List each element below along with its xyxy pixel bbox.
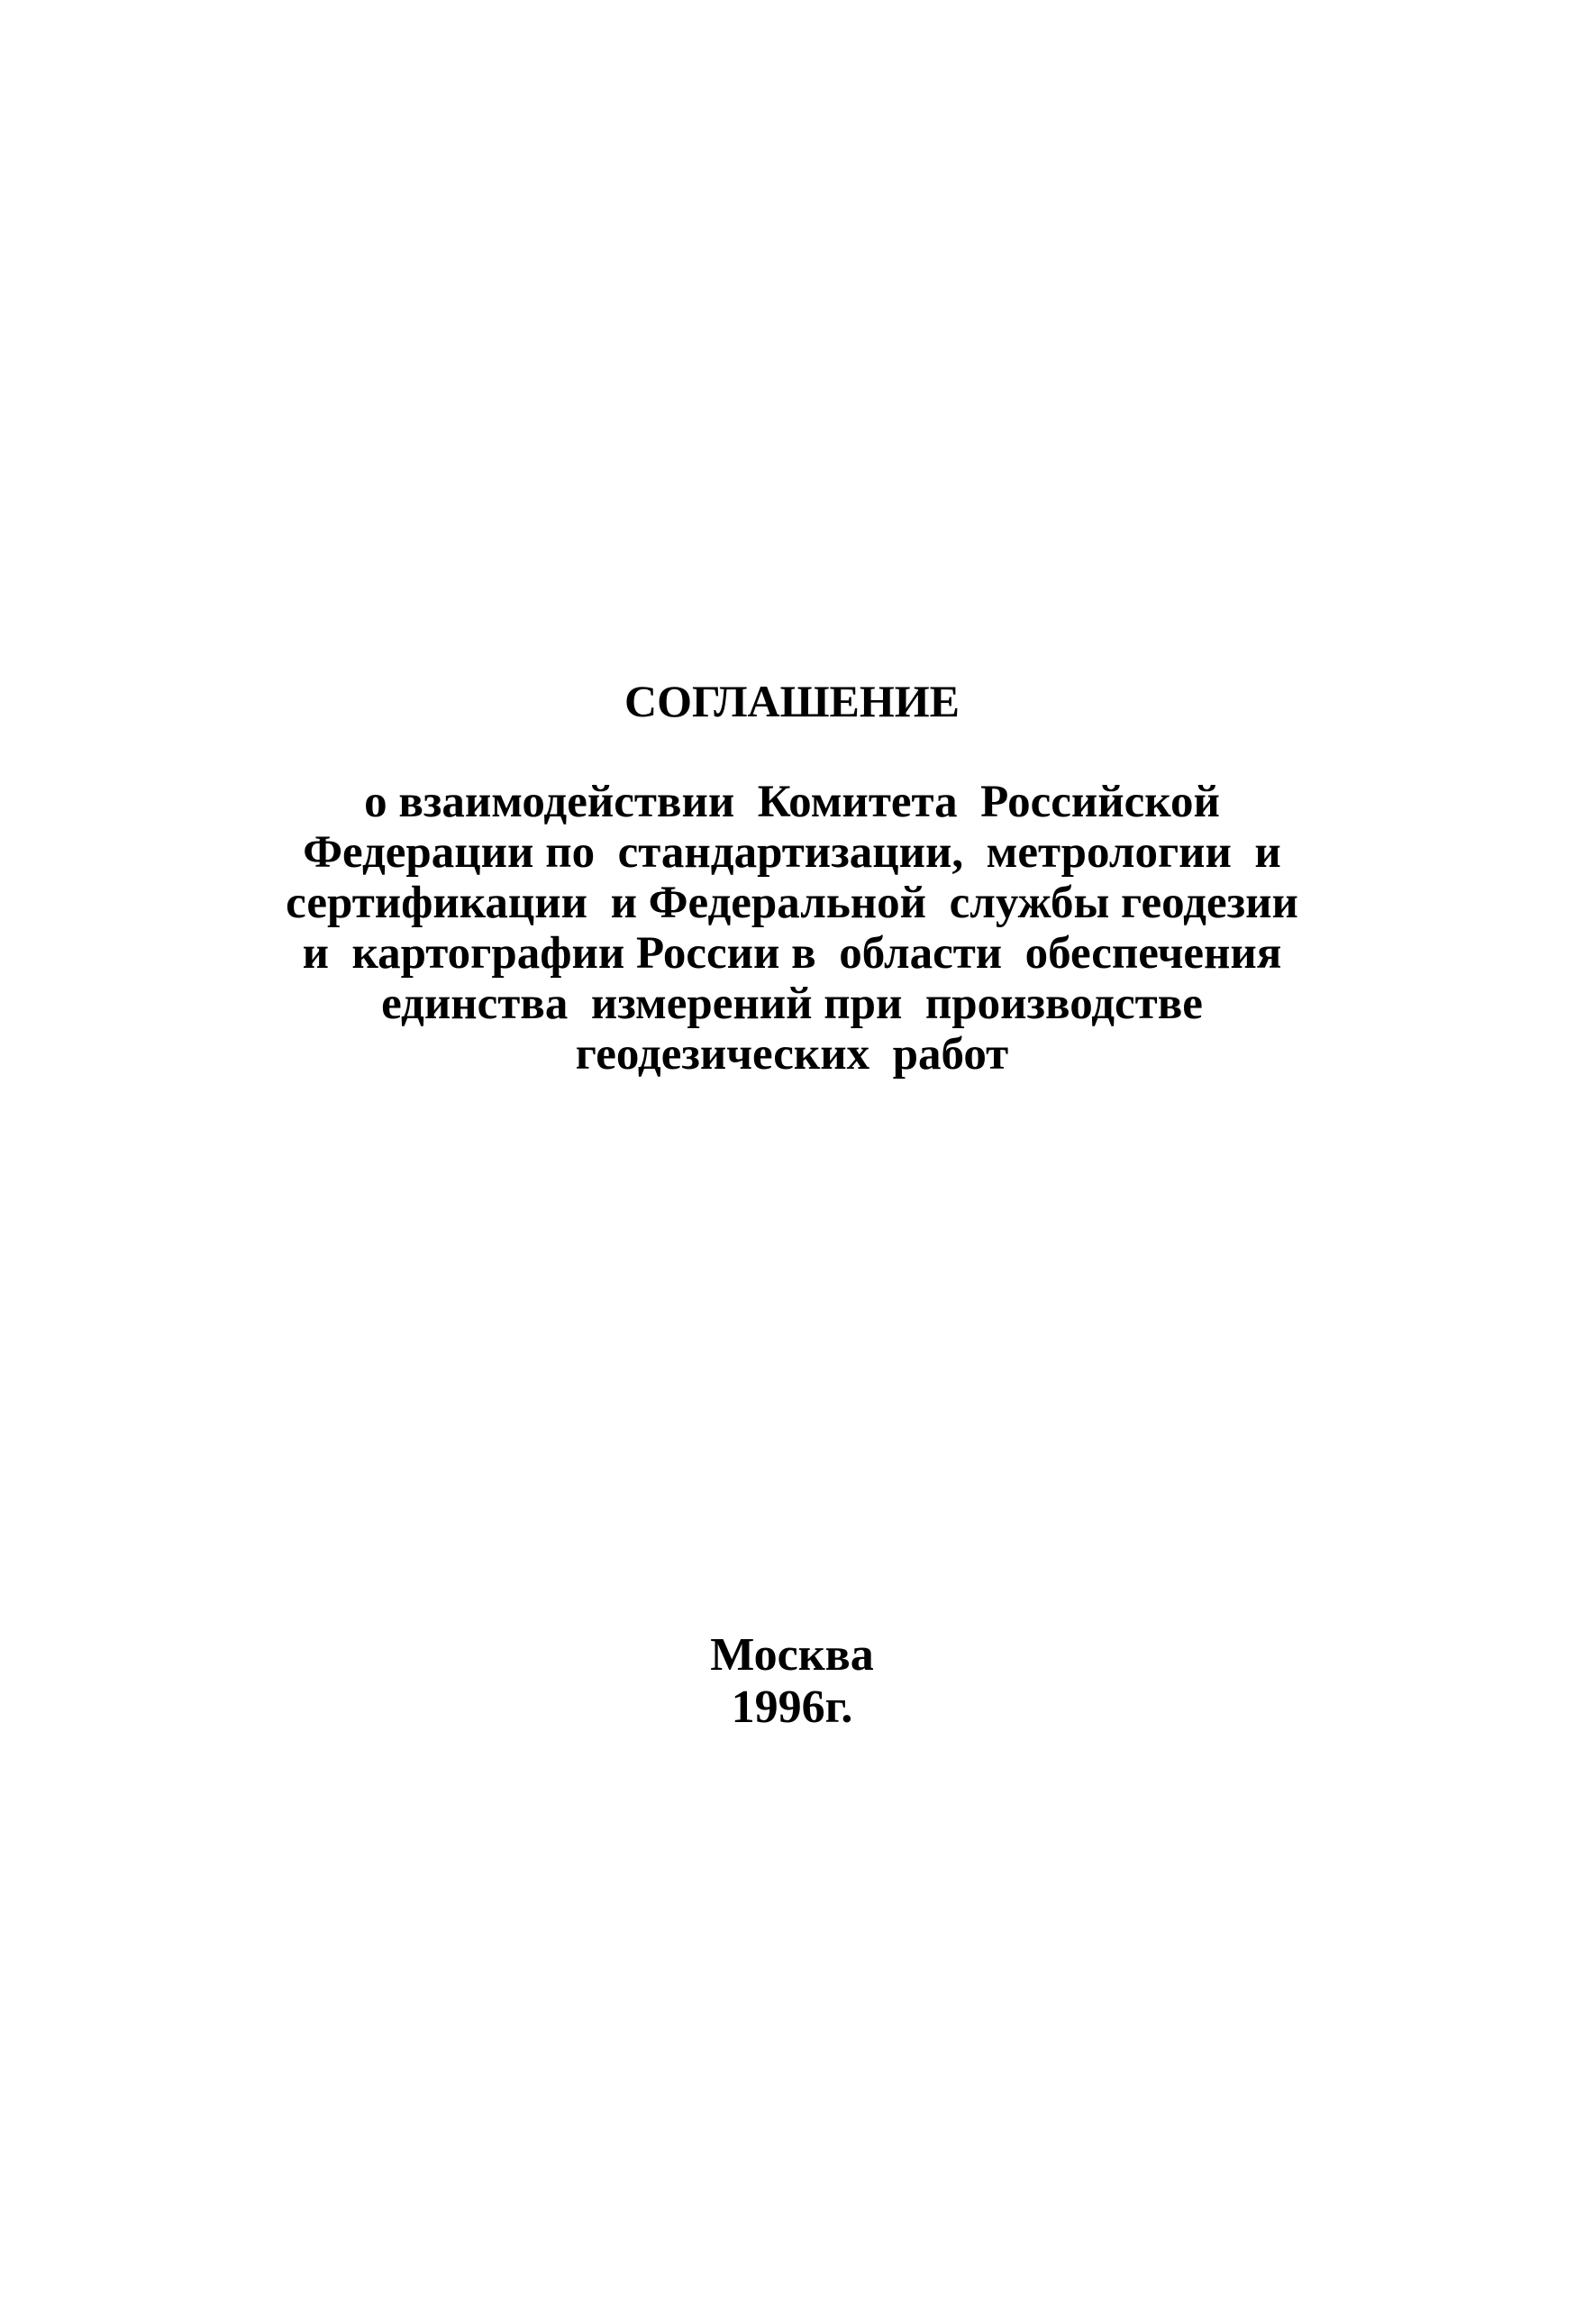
document-subtitle <box>0 777 1584 1080</box>
subtitle-line: геодезических работ <box>575 1029 1009 1080</box>
subtitle-line: Федерации по стандартизации, метрологии и <box>303 827 1281 878</box>
publication-year: 1996г. <box>731 1681 853 1733</box>
subtitle-line: единства измерений при производстве <box>381 979 1203 1029</box>
subtitle-line: о взаимодействии Комитета Российской <box>364 777 1220 827</box>
subtitle-line: сертификации и Федеральной службы геодезии <box>286 878 1298 928</box>
publication-city: Москва <box>710 1629 874 1681</box>
subtitle-line: и картографии России в области обеспечения <box>302 928 1282 979</box>
document-title: СОГЛАШЕНИЕ <box>624 676 960 726</box>
publication-info <box>0 1629 1584 1734</box>
